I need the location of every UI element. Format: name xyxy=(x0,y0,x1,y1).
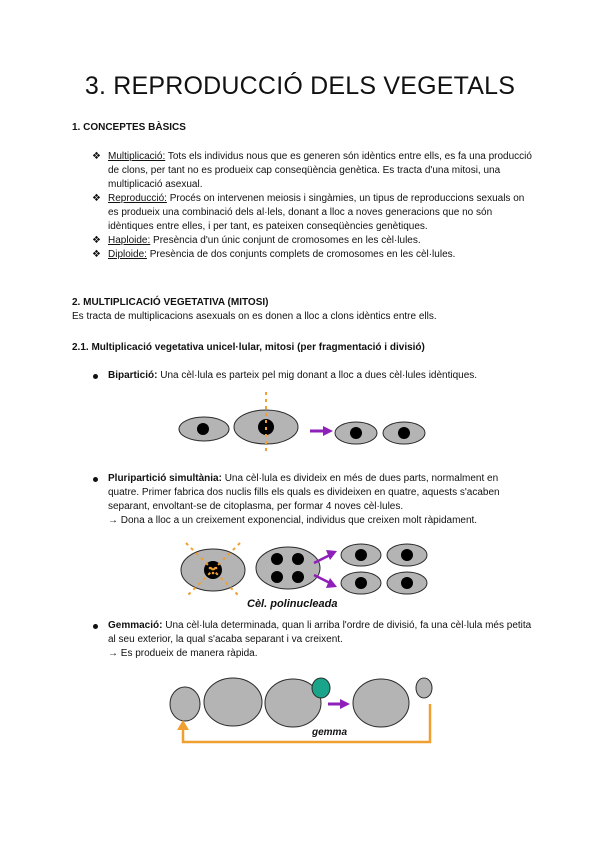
list-item xyxy=(92,234,532,248)
gemmacio-diagram xyxy=(0,672,600,752)
note-text: → Dona a lloc a un creixement exponencial, individus que creixen molt ràpidament. xyxy=(108,515,478,526)
polynucleate-label: Cèl. polinucleada xyxy=(247,598,338,610)
nucleus xyxy=(350,427,362,439)
section-heading-unicellular: 2.1. Multiplicació vegetativa unicel·lular, mitosi (per fragmentació i divisió) xyxy=(72,342,425,353)
biparticio-list xyxy=(92,369,532,383)
bullet-icon xyxy=(93,477,98,482)
released-bud xyxy=(416,678,432,698)
arrow-head xyxy=(340,699,350,709)
nucleus xyxy=(271,571,283,583)
nucleus xyxy=(355,549,367,561)
nucleus xyxy=(292,571,304,583)
nucleus xyxy=(292,553,304,565)
list-item xyxy=(92,619,532,661)
nucleus xyxy=(197,423,209,435)
pluriparticio-list xyxy=(92,472,532,528)
term-pluriparticio: Pluripartició simultània: xyxy=(108,473,222,484)
gemmacio-list xyxy=(92,619,532,661)
definition-text: Presència de dos conjunts complets de cromosomes en les cèl·lules. xyxy=(146,249,456,260)
nucleus xyxy=(271,553,283,565)
list-item xyxy=(92,248,532,262)
nucleus xyxy=(355,577,367,589)
diamond-bullet-icon: ❖ xyxy=(92,193,101,204)
definition-text: Presència d'un únic conjunt de cromosomes en les cèl·lules. xyxy=(150,235,421,246)
list-item xyxy=(92,192,532,234)
pluriparticio-diagram xyxy=(0,535,600,615)
term-diploide: Diploide: xyxy=(108,249,147,260)
list-item xyxy=(92,472,532,528)
list-item xyxy=(92,369,532,383)
section-heading-concepts: 1. CONCEPTES BÀSICS xyxy=(72,122,186,133)
section-intro-text: Es tracta de multiplicacions asexuals on es donen a lloc a clons idèntics entre ells. xyxy=(72,311,437,322)
definition-text: Procés on intervenen meiosis i singàmies, un tipus de reproduccions sexuals on es produeix una combinació dels al·lels, donant a lloc a noves generacions que no són idèntiques entre elles, i per tant, es pateixen conseqüències genètiques. xyxy=(108,193,525,232)
definition-text: Una cèl·lula es parteix pel mig donant a lloc a dues cèl·lules idèntiques. xyxy=(157,370,478,381)
note-text: → Es produeix de manera ràpida. xyxy=(108,648,258,659)
diamond-bullet-icon: ❖ xyxy=(92,249,101,260)
gemma-label: gemma xyxy=(312,727,348,738)
arrow-head xyxy=(323,426,333,436)
term-multiplicacio: Multiplicació: xyxy=(108,151,166,162)
bud xyxy=(312,678,330,698)
mother-cell xyxy=(204,678,262,726)
definition-text: Tots els individus nous que es generen són idèntics entre ells, es fa una producció de clons, per tant no es produeix cap conseqüència genètica. Es tracta d'una mitosi, una multiplicació asexual. xyxy=(108,151,532,190)
diamond-bullet-icon: ❖ xyxy=(92,151,101,162)
biparticio-diagram xyxy=(0,392,600,452)
term-reproduccio: Reproducció: xyxy=(108,193,167,204)
term-gemmacio: Gemmació: xyxy=(108,620,163,631)
nucleus xyxy=(401,549,413,561)
term-haploide: Haploide: xyxy=(108,235,151,246)
diamond-bullet-icon: ❖ xyxy=(92,235,101,246)
term-biparticio: Bipartició: xyxy=(108,370,158,381)
page-title: 3. REPRODUCCIÓ DELS VEGETALS xyxy=(84,72,516,100)
arrow-line xyxy=(314,575,330,583)
bullet-icon xyxy=(93,624,98,629)
mother-cell xyxy=(353,679,409,727)
definition-text: Una cèl·lula determinada, quan li arriba l'ordre de divisió, fa una cèl·lula més petita al seu exterior, la qual s'acaba separant i va creixent. xyxy=(108,620,532,645)
four-nucleus-cell xyxy=(256,547,320,589)
section-heading-multiplicacio: 2. MULTIPLICACIÓ VEGETATIVA (MITOSI) xyxy=(72,297,269,308)
nucleus xyxy=(401,577,413,589)
concepts-list xyxy=(92,150,532,262)
cycle-arrow-head xyxy=(177,720,189,730)
definition-text: Una cèl·lula es divideix en més de dues parts, normalment en quatre. Primer fabrica dos nuclis fills els quals es divideixen en quatre, aquests s'acaben separant, envoltant-se de citoplasma, per formar 4 noves cèl·lules. xyxy=(108,473,500,512)
bullet-icon xyxy=(93,374,98,379)
list-item xyxy=(92,150,532,192)
small-cell xyxy=(170,687,200,721)
nucleus xyxy=(398,427,410,439)
